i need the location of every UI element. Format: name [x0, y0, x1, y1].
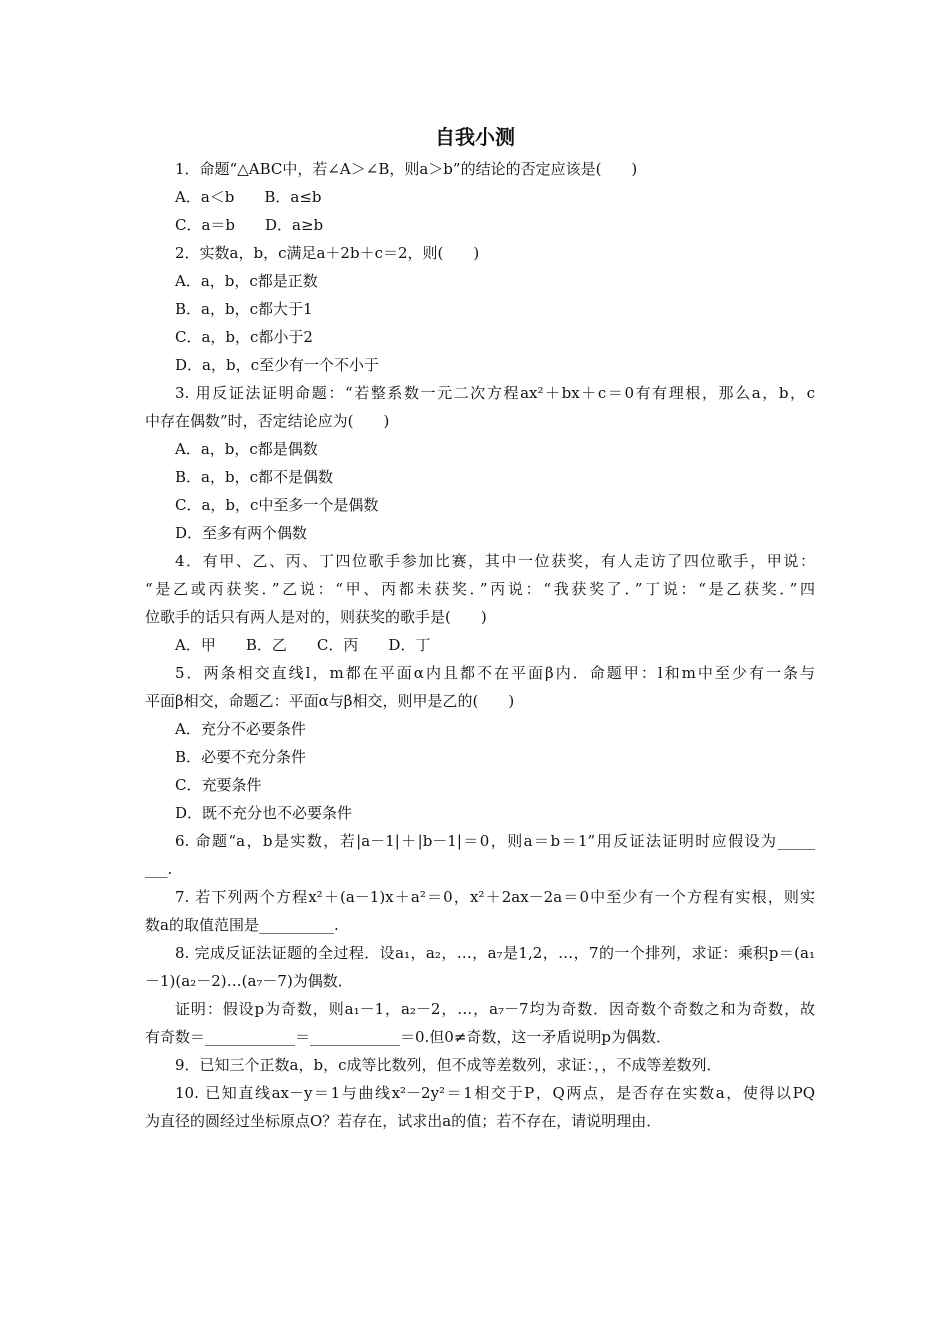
q6-stem-line1: 6. 命题“a，b是实数，若|a－1|＋|b－1|＝0，则a＝b＝1”用反证法证明时应假设为_____: [175, 832, 815, 850]
q5-option-a: A．充分不必要条件: [175, 720, 306, 738]
q5-stem-line1: 5．两条相交直线l，m都在平面α内且都不在平面β内．命题甲：l和m中至少有一条与: [175, 664, 815, 682]
q3-option-b: B．a，b，c都不是偶数: [175, 468, 333, 486]
q2-option-c: C．a，b，c都小于2: [175, 328, 313, 346]
q1-stem: 1．命题“△ABC中，若∠A＞∠B，则a＞b”的结论的否定应该是( ): [175, 160, 638, 178]
q1-options-ab: A．a＜b B．a≤b: [175, 188, 322, 206]
q5-stem-line2: 平面β相交，命题乙：平面α与β相交，则甲是乙的( ): [145, 692, 515, 710]
q2-option-d: D．a，b，c至少有一个不小于: [175, 356, 379, 374]
q3-option-d: D．至多有两个偶数: [175, 524, 308, 542]
q9-stem: 9．已知三个正数a，b，c成等比数列，但不成等差数列，求证：，，不成等差数列．: [175, 1056, 722, 1074]
q4-options: A．甲 B．乙 C．丙 D．丁: [175, 636, 431, 654]
q8-proof-line2: 有奇数＝____________＝____________＝0.但0≠奇数，这一矛盾说明p为偶数．: [145, 1028, 672, 1046]
q7-stem-line1: 7. 若下列两个方程x²＋(a－1)x＋a²＝0，x²＋2ax－2a＝0中至少有一个方程有实根，则实: [175, 888, 815, 906]
q10-stem-line2: 为直径的圆经过坐标原点O？若存在，试求出a的值；若不存在，请说明理由．: [145, 1112, 662, 1130]
q3-stem-line1: 3. 用反证法证明命题：“若整系数一元二次方程ax²＋bx＋c＝0有有理根，那么a，b，c: [175, 384, 815, 402]
q5-option-c: C．充要条件: [175, 776, 262, 794]
page-title: 自我小测: [435, 125, 515, 149]
q4-stem-line1: 4．有甲、乙、丙、丁四位歌手参加比赛，其中一位获奖，有人走访了四位歌手，甲说：: [175, 552, 815, 570]
q8-proof-line1: 证明：假设p为奇数，则a₁－1，a₂－2，…，a₇－7均为奇数．因奇数个奇数之和为奇数，故: [175, 1000, 815, 1018]
q2-stem: 2．实数a，b，c满足a＋2b＋c＝2，则( ): [175, 244, 480, 262]
q7-stem-line2: 数a的取值范围是__________.: [145, 916, 339, 934]
q5-option-d: D．既不充分也不必要条件: [175, 804, 353, 822]
q5-option-b: B．必要不充分条件: [175, 748, 307, 766]
q2-option-a: A．a，b，c都是正数: [175, 272, 318, 290]
q4-stem-line3: 位歌手的话只有两人是对的，则获奖的歌手是( ): [145, 608, 487, 626]
q3-stem-line2: 中存在偶数”时，否定结论应为( ): [145, 412, 390, 430]
q1-options-cd: C．a＝b D．a≥b: [175, 216, 324, 234]
q3-option-a: A．a，b，c都是偶数: [175, 440, 318, 458]
q6-stem-line2: ___.: [145, 860, 173, 878]
q8-stem-line2: －1)(a₂－2)…(a₇－7)为偶数．: [145, 972, 353, 990]
q3-option-c: C．a，b，c中至多一个是偶数: [175, 496, 379, 514]
q8-stem-line1: 8. 完成反证法证题的全过程．设a₁，a₂，…，a₇是1,2，…，7的一个排列，求证：乘积p＝(a₁: [175, 944, 815, 962]
q2-option-b: B．a，b，c都大于1: [175, 300, 313, 318]
q4-stem-line2: “是乙或丙获奖．”乙说：“甲、丙都未获奖．”丙说：“我获奖了．”丁说：“是乙获奖．”四: [145, 580, 815, 598]
q10-stem-line1: 10. 已知直线ax－y＝1与曲线x²－2y²＝1相交于P，Q两点，是否存在实数a，使得以PQ: [175, 1084, 815, 1102]
